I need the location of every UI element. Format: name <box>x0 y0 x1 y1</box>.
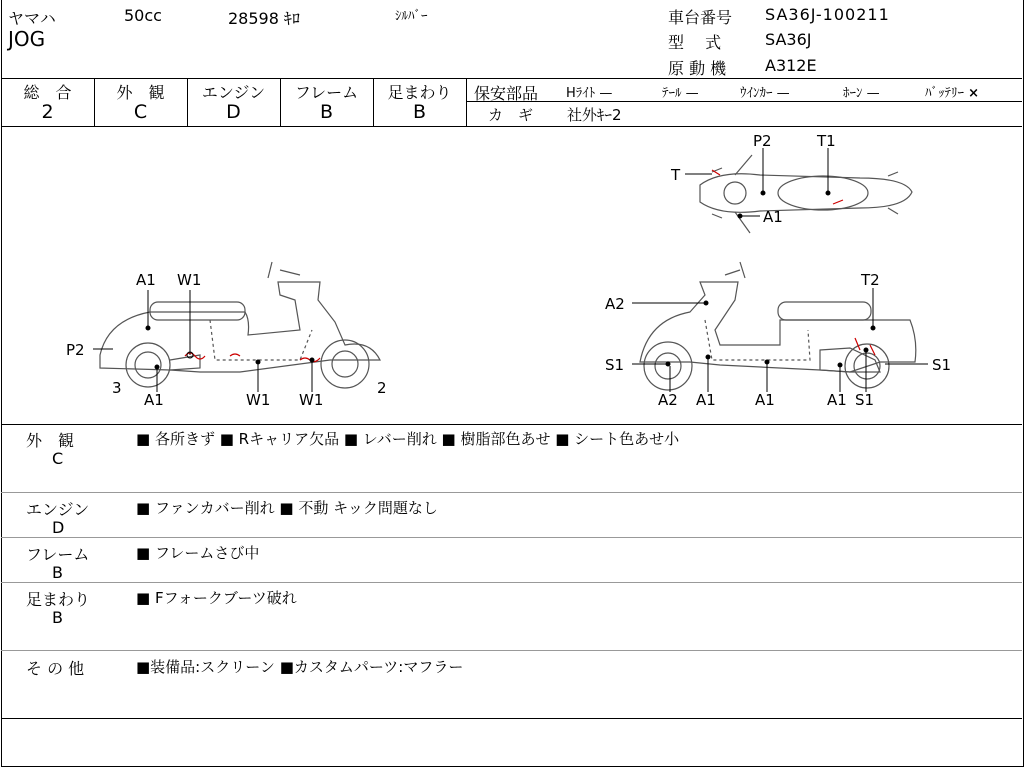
section-exterior-text: ■ 各所きず ■ Rキャリア欠品 ■ レバー削れ ■ 樹脂部色あせ ■ シート色あせ小 <box>136 430 680 448</box>
damage-pointers <box>93 148 928 392</box>
label-right-s1-left: S1 <box>605 356 625 374</box>
scooter-top-view <box>700 155 912 233</box>
label-left-a1: A1 <box>136 271 156 289</box>
label-top-p2: P2 <box>753 132 772 150</box>
safety-item-tail: ﾃｰﾙ — <box>662 86 699 101</box>
safety-item-horn: ﾎｰﾝ — <box>843 86 880 101</box>
type-value: SA36J <box>765 30 812 49</box>
label-left-3: 3 <box>112 379 122 397</box>
section-engine-label: エンジン <box>26 500 90 519</box>
label-right-a1-2: A1 <box>755 391 775 409</box>
safety-item-winker: ｳｲﾝｶｰ — <box>740 86 790 101</box>
grade-suspension-label: 足まわり <box>387 83 452 102</box>
model-name: JOG <box>8 27 46 51</box>
label-right-a2-bottom: A2 <box>658 391 678 409</box>
section-frame-label: フレーム <box>26 545 90 564</box>
frame-no: SA36J-100211 <box>765 5 890 24</box>
label-left-p2: P2 <box>66 341 85 359</box>
section-exterior-label: 外 観 <box>26 431 75 450</box>
grade-exterior-value: C <box>133 101 148 123</box>
section-suspension-grade: B <box>52 608 63 627</box>
grade-frame-label: フレーム <box>294 83 359 102</box>
section-other-label: そ の 他 <box>26 659 85 678</box>
frame-no-label: 車台番号 <box>668 8 733 27</box>
label-left-w1-bottom-2: W1 <box>299 391 324 409</box>
label-left-w1-bottom: W1 <box>246 391 271 409</box>
grade-exterior-label: 外 観 <box>116 83 165 102</box>
section-engine-grade: D <box>52 518 65 537</box>
damage-marks <box>185 170 875 362</box>
mileage: 28598 ｷﾛ <box>228 9 300 28</box>
maker: ヤマハ <box>8 9 56 28</box>
grade-overall-value: 2 <box>41 101 54 123</box>
section-other-text: ■装備品:スクリーン ■カスタムパーツ:マフラー <box>136 658 464 676</box>
label-right-s1-right: S1 <box>932 356 952 374</box>
grade-engine-label: エンジン <box>201 83 266 102</box>
displacement: 50cc <box>124 6 162 25</box>
engine-label: 原 動 機 <box>668 59 727 78</box>
type-label: 型 式 <box>668 33 722 52</box>
damage-diagram <box>0 127 1022 423</box>
section-engine-text: ■ ファンカバー削れ ■ 不動 キック問題なし <box>136 499 438 517</box>
label-right-a1-3: A1 <box>827 391 847 409</box>
grade-suspension-value: B <box>412 101 427 123</box>
label-top-a1: A1 <box>763 208 783 226</box>
safety-item-battery: ﾊﾞｯﾃﾘｰ × <box>925 86 980 101</box>
grade-frame-value: B <box>319 101 334 123</box>
label-right-a1: A1 <box>696 391 716 409</box>
color: ｼﾙﾊﾞｰ <box>395 9 428 24</box>
label-top-t: T <box>671 166 681 184</box>
grade-engine-value: D <box>226 101 241 123</box>
section-frame-text: ■ フレームさび中 <box>136 544 260 562</box>
label-right-a2: A2 <box>605 295 625 313</box>
section-suspension-label: 足まわり <box>26 590 91 609</box>
label-top-t1: T1 <box>817 132 836 150</box>
section-frame-grade: B <box>52 563 63 582</box>
engine-value: A312E <box>765 56 817 75</box>
section-exterior-grade: C <box>52 449 64 468</box>
label-left-a1-bottom: A1 <box>144 391 164 409</box>
label-right-t2: T2 <box>861 271 880 289</box>
safety-label: 保安部品 <box>474 84 539 103</box>
safety-item-headlight: Hﾗｲﾄ — <box>566 86 613 101</box>
section-suspension-text: ■ Fフォークブーツ破れ <box>136 589 297 607</box>
label-left-w1: W1 <box>177 271 202 289</box>
label-right-s1-bottom: S1 <box>855 391 875 409</box>
key-label: カ ギ <box>488 106 534 124</box>
key-value: 社外ｷｰ2 <box>567 106 622 124</box>
label-left-2: 2 <box>377 379 387 397</box>
grade-overall-label: 総 合 <box>23 83 72 102</box>
